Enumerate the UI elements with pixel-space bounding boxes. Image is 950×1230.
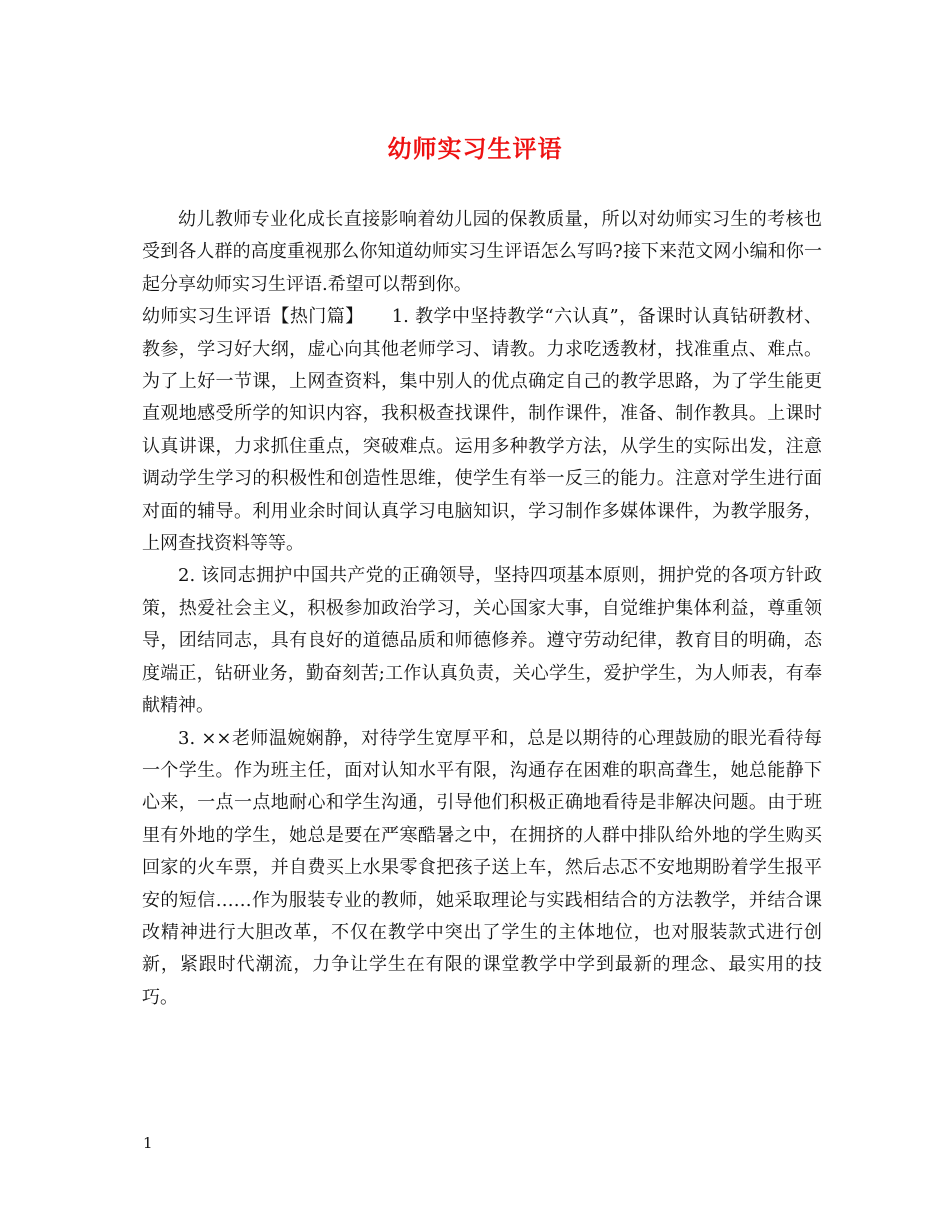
document-body xyxy=(142,204,822,1014)
page-number: 1 xyxy=(143,1134,153,1152)
section-paragraph-1: 幼师实习生评语【热门篇】 1. 教学中坚持教学“六认真”，备课时认真钻研教材、教参，学习好大纲，虚心向其他老师学习、请教。力求吃透教材，找准重点、难点。为了上好一节课，上网查资料，集中别人的优点确定自己的教学思路，为了学生能更直观地感受所学的知识内容，我积极查找课件，制作课件，准备、制作教具。上课时认真讲课，力求抓住重点，突破难点。运用多种教学方法，从学生的实际出发，注意调动学生学习的积极性和创造性思维，使学生有举一反三的能力。注意对学生进行面对面的辅导。利用业余时间认真学习电脑知识，学习制作多媒体课件，为教学服务，上网查找资料等等。 xyxy=(142,306,822,555)
section-paragraph-2: 2. 该同志拥护中国共产党的正确领导，坚持四项基本原则，拥护党的各项方针政策，热爱社会主义，积极参加政治学习，关心国家大事，自觉维护集体利益，尊重领导，团结同志，具有良好的道德品质和师德修养。遵守劳动纪律，教育目的明确，态度端正，钻研业务，勤奋刻苦;工作认真负责，关心学生，爱护学生，为人师表，有奉献精神。 xyxy=(142,565,822,717)
section-paragraph-3: 3. ××老师温婉娴静，对待学生宽厚平和，总是以期待的心理鼓励的眼光看待每一个学生。作为班主任，面对认知水平有限，沟通存在困难的职高聋生，她总能静下心来，一点一点地耐心和学生沟通，引导他们积极正确地看待是非解决问题。由于班里有外地的学生，她总是要在严寒酷暑之中，在拥挤的人群中排队给外地的学生购买回家的火车票，并自费买上水果零食把孩子送上车，然后忐忑不安地期盼着学生报平安的短信……作为服装专业的教师，她采取理论与实践相结合的方法教学，并结合课改精神进行大胆改革，不仅在教学中突出了学生的主体地位，也对服装款式进行创新，紧跟时代潮流，力争让学生在有限的课堂教学中学到最新的理念、最实用的技巧。 xyxy=(142,727,822,1008)
intro-paragraph: 幼儿教师专业化成长直接影响着幼儿园的保教质量，所以对幼师实习生的考核也受到各人群的高度重视那么你知道幼师实习生评语怎么写吗?接下来范文网小编和你一起分享幼师实习生评语.希望可以帮到你。 xyxy=(142,209,822,295)
page-title: 幼师实习生评语 xyxy=(387,134,563,163)
